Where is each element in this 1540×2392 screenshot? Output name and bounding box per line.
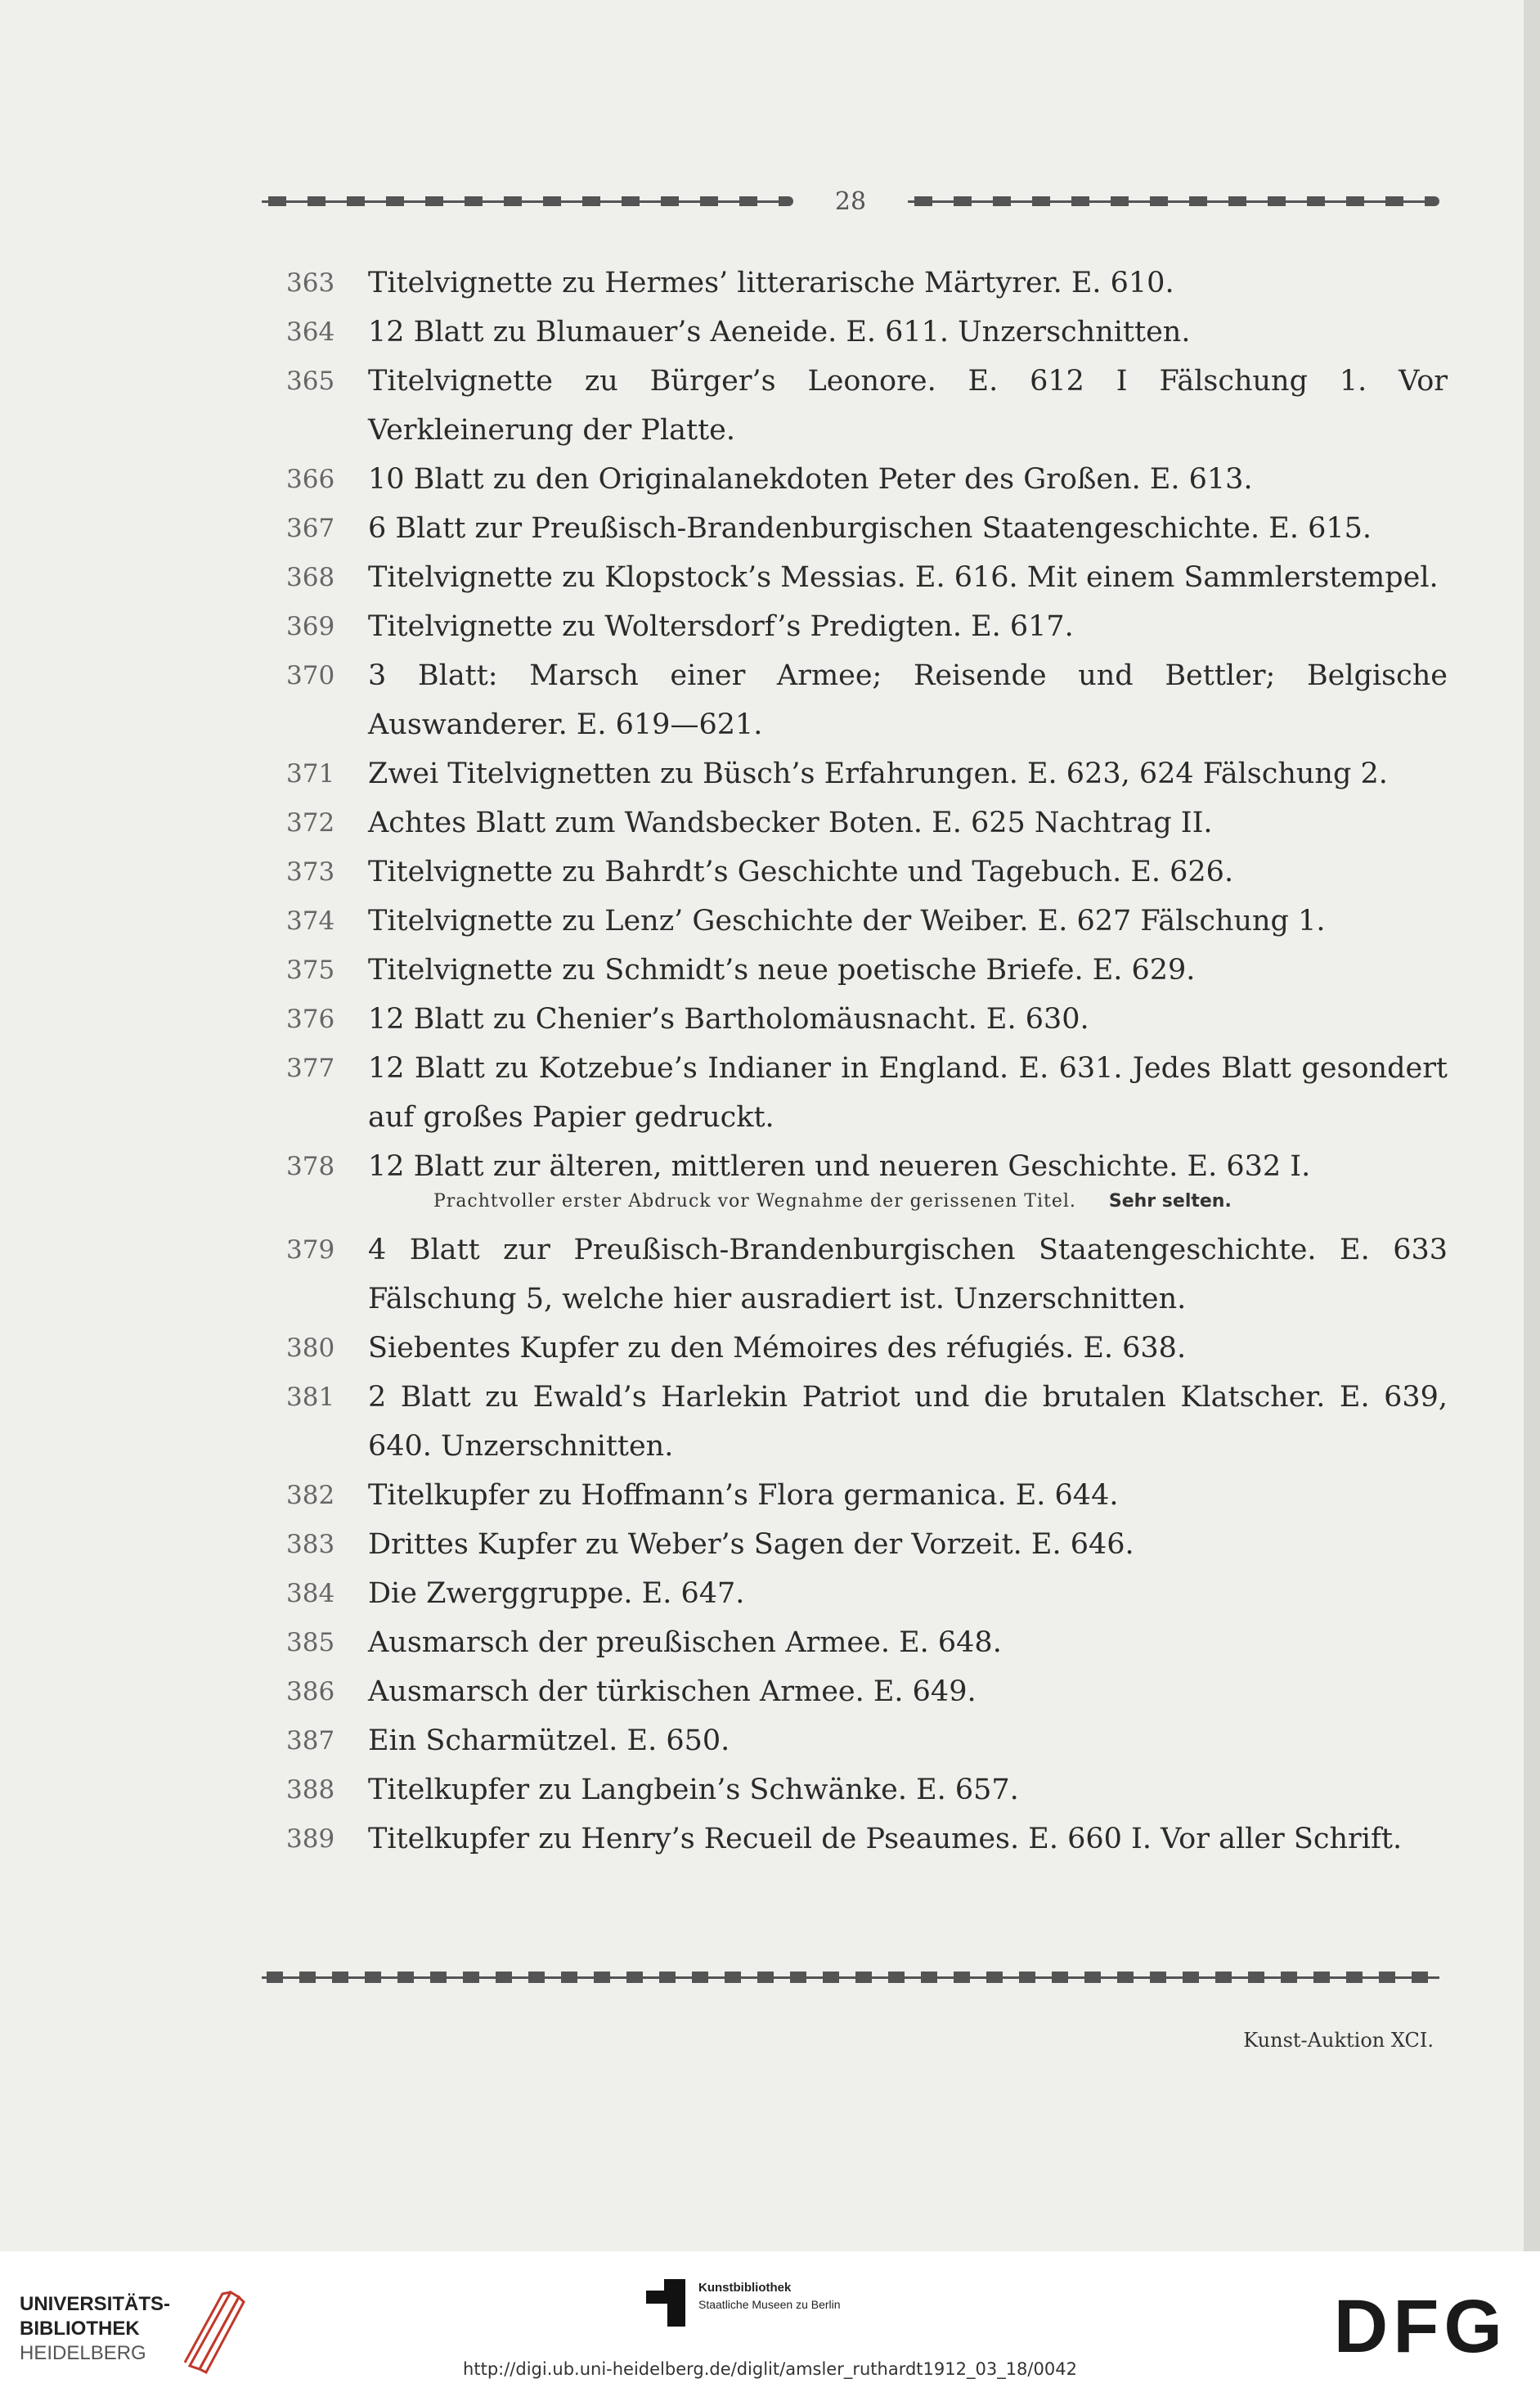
catalog-entry: [286, 1569, 1448, 1618]
catalog-entry: [286, 897, 1448, 946]
kunstbibliothek-text: [698, 2279, 841, 2313]
entry-text: Titelvignette zu Klopstock’s Messias. E. 616. Mit einem Sammlerstempel.: [368, 561, 1439, 594]
catalog-entry: [286, 455, 1448, 504]
entry-number: 375: [286, 955, 335, 985]
ub-line-3: HEIDELBERG: [20, 2342, 146, 2364]
entry-text: 12 Blatt zu Kotzebue’s Indianer in England. E. 631. Jedes Blatt gesondert auf großes Papier gedruckt.: [368, 1052, 1448, 1134]
entry-number: 367: [286, 514, 335, 543]
catalog-reference: Kunst-Auktion XCI.: [1243, 2029, 1434, 2052]
entry-number: 382: [286, 1481, 335, 1510]
entry-number: 364: [286, 317, 335, 347]
catalog-entry: [286, 946, 1448, 995]
catalog-entry: [286, 1716, 1448, 1765]
page-number: 28: [834, 187, 867, 216]
entry-text: Die Zwerggruppe. E. 647.: [368, 1577, 745, 1610]
entry-number: 363: [286, 268, 335, 298]
entry-number: 365: [286, 366, 335, 396]
entry-number: 370: [286, 661, 335, 690]
rarity-note: Sehr selten.: [1108, 1191, 1232, 1212]
catalog-entry: [286, 553, 1448, 602]
note-text: Prachtvoller erster Abdruck vor Wegnahme der gerissenen Titel.: [433, 1191, 1076, 1212]
entry-number: 372: [286, 808, 335, 838]
entry-text: Titelvignette zu Hermes’ litterarische Märtyrer. E. 610.: [368, 267, 1174, 299]
entry-number: 366: [286, 465, 335, 494]
entry-number: 377: [286, 1054, 335, 1083]
entry-text: Ausmarsch der türkischen Armee. E. 649.: [368, 1675, 977, 1708]
catalog-entry: [286, 1814, 1448, 1864]
catalog-entry: [286, 1142, 1448, 1191]
entry-text: 12 Blatt zu Chenier’s Bartholomäusnacht. E. 630.: [368, 1003, 1089, 1036]
footer-ornament: [262, 1972, 1439, 1983]
kb-subtitle: Staatliche Museen zu Berlin: [698, 2298, 841, 2311]
entry-number: 379: [286, 1235, 335, 1265]
entry-text: 10 Blatt zu den Originalanekdoten Peter des Großen. E. 613.: [368, 463, 1253, 496]
page-edge-shadow: [1524, 0, 1540, 2392]
ub-logo-text: [20, 2292, 170, 2366]
entry-text: 6 Blatt zur Preußisch-Brandenburgischen Staatengeschichte. E. 615.: [368, 512, 1372, 545]
entry-text: Siebentes Kupfer zu den Mémoires des réfugiés. E. 638.: [368, 1332, 1187, 1365]
entry-number: 378: [286, 1152, 335, 1181]
entry-number: 371: [286, 759, 335, 789]
entry-text: Zwei Titelvignetten zu Büsch’s Erfahrungen. E. 623, 624 Fälschung 2.: [368, 758, 1388, 790]
entry-number: 387: [286, 1726, 335, 1756]
entry-text: Ein Scharmützel. E. 650.: [368, 1724, 730, 1757]
entry-number: 369: [286, 612, 335, 641]
catalog-entry: [286, 259, 1448, 308]
catalog-entry: [286, 308, 1448, 357]
ornament-left: [262, 196, 793, 206]
entry-text: Titelvignette zu Bürger’s Leonore. E. 612 I Fälschung 1. Vor Verkleinerung der Platte.: [368, 365, 1448, 447]
entry-text: Titelvignette zu Bahrdt’s Geschichte und Tagebuch. E. 626.: [368, 856, 1234, 888]
entry-text: Ausmarsch der preußischen Armee. E. 648.: [368, 1626, 1002, 1659]
catalog-entry: [286, 504, 1448, 553]
entry-text: Titelvignette zu Woltersdorf’s Predigten. E. 617.: [368, 610, 1074, 643]
kunstbibliothek-icon: [646, 2279, 685, 2327]
catalog-entry: [286, 1520, 1448, 1569]
catalog-entry: [286, 1324, 1448, 1373]
kunstbibliothek-logo[interactable]: [646, 2279, 841, 2327]
entry-note: [286, 1188, 1448, 1216]
entry-text: Titelkupfer zu Hoffmann’s Flora germanica. E. 644.: [368, 1479, 1119, 1512]
entry-text: Drittes Kupfer zu Weber’s Sagen der Vorzeit. E. 646.: [368, 1528, 1134, 1561]
catalog-entry: [286, 749, 1448, 798]
catalog-entry: [286, 602, 1448, 651]
entry-number: 381: [286, 1383, 335, 1412]
entry-number: 368: [286, 563, 335, 592]
entry-text: Titelkupfer zu Langbein’s Schwänke. E. 657.: [368, 1774, 1019, 1806]
entry-text: 12 Blatt zur älteren, mittleren und neueren Geschichte. E. 632 I.: [368, 1150, 1311, 1183]
entry-number: 389: [286, 1824, 335, 1854]
entry-number: 376: [286, 1005, 335, 1034]
catalog-entry: [286, 1765, 1448, 1814]
entry-text: 4 Blatt zur Preußisch-Brandenburgischen Staatengeschichte. E. 633 Fälschung 5, welche hier ausradiert ist. Unzerschnitten.: [368, 1234, 1448, 1315]
entry-number: 374: [286, 906, 335, 936]
catalog-entries: [286, 259, 1448, 1864]
catalog-entry: [286, 848, 1448, 897]
catalog-entry: [286, 651, 1448, 749]
digitization-footer: [0, 2251, 1540, 2392]
entry-text: 12 Blatt zu Blumauer’s Aeneide. E. 611. Unzerschnitten.: [368, 316, 1191, 348]
entry-text: 2 Blatt zu Ewald’s Harlekin Patriot und die brutalen Klatscher. E. 639, 640. Unzerschnitten.: [368, 1381, 1448, 1463]
catalog-entry: [286, 357, 1448, 455]
ub-line-1: UNIVERSITÄTS-: [20, 2293, 171, 2315]
header-ornament: [262, 185, 1439, 218]
entry-text: 3 Blatt: Marsch einer Armee; Reisende und Bettler; Belgische Auswanderer. E. 619—621.: [368, 659, 1448, 741]
catalog-entry: [286, 1044, 1448, 1142]
source-url[interactable]: http://digi.ub.uni-heidelberg.de/diglit/amsler_ruthardt1912_03_18/0042: [463, 2359, 1077, 2379]
dfg-logo[interactable]: DFG: [1333, 2285, 1507, 2368]
entry-number: 373: [286, 857, 335, 887]
ub-line-2: BIBLIOTHEK: [20, 2318, 140, 2340]
catalog-entry: [286, 798, 1448, 848]
catalog-entry: [286, 1618, 1448, 1667]
entry-number: 383: [286, 1530, 335, 1559]
catalog-entry: [286, 1373, 1448, 1471]
ornament-right: [908, 196, 1439, 206]
entry-number: 380: [286, 1333, 335, 1363]
entry-number: 385: [286, 1628, 335, 1657]
entry-number: 384: [286, 1579, 335, 1608]
entry-text: Titelvignette zu Lenz’ Geschichte der Weiber. E. 627 Fälschung 1.: [368, 905, 1326, 937]
entry-number: 386: [286, 1677, 335, 1706]
catalog-entry: [286, 1667, 1448, 1716]
kb-title: Kunstbibliothek: [698, 2281, 792, 2295]
entry-text: Titelvignette zu Schmidt’s neue poetische Briefe. E. 629.: [368, 954, 1196, 987]
catalog-entry: [286, 1471, 1448, 1520]
entry-text: Titelkupfer zu Henry’s Recueil de Pseaumes. E. 660 I. Vor aller Schrift.: [368, 1823, 1403, 1855]
catalog-entry: [286, 1225, 1448, 1324]
catalog-entry: [286, 995, 1448, 1044]
entry-number: 388: [286, 1775, 335, 1805]
entry-text: Achtes Blatt zum Wandsbecker Boten. E. 625 Nachtrag II.: [368, 807, 1213, 839]
